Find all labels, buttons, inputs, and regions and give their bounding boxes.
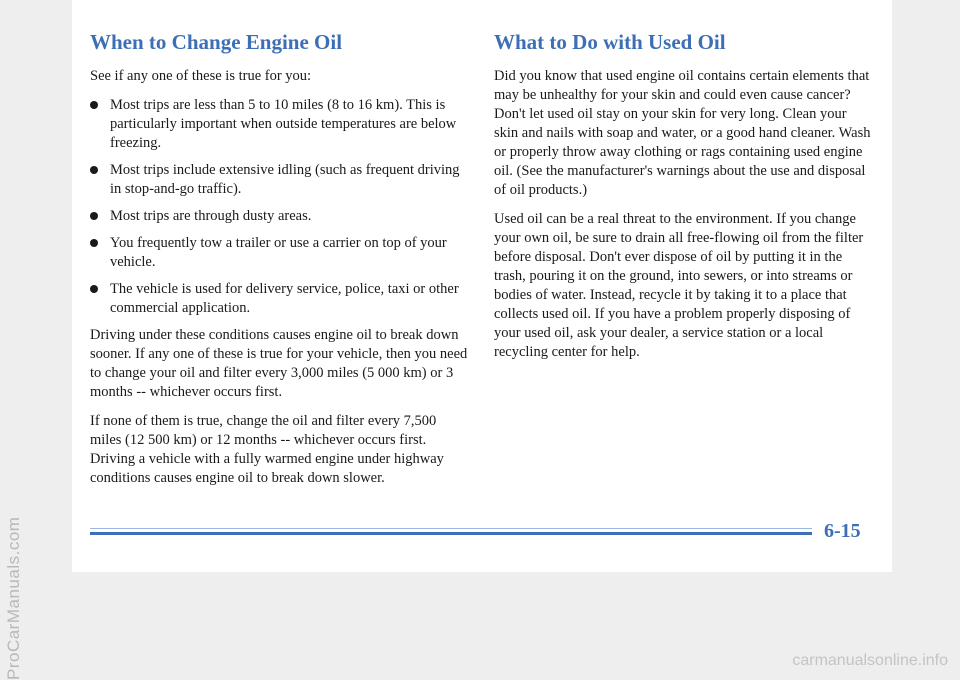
- conditions-list: [90, 96, 470, 318]
- list-item: The vehicle is used for delivery service, police, taxi or other commercial application.: [90, 280, 470, 318]
- heading-used-oil: What to Do with Used Oil: [494, 30, 726, 54]
- bullet-icon: [90, 101, 98, 109]
- manual-page: [72, 0, 892, 572]
- watermark-text: ProCarManuals.com: [4, 516, 23, 680]
- footer-site-text: carmanualsonline.info: [792, 652, 948, 669]
- list-item: You frequently tow a trailer or use a carrier on top of your vehicle.: [90, 234, 470, 272]
- intro-text: See if any one of these is true for you:: [90, 68, 312, 84]
- footer-rule-thick: [90, 532, 812, 535]
- severe-conditions-paragraph: Driving under these conditions causes engine oil to break down sooner. If any one of these is true for your vehicle, then you need to change your oil and filter every 3,000 miles (5 000 km) or 3 months -- whichever occurs first.: [90, 327, 468, 400]
- bullet-icon: [90, 239, 98, 247]
- list-item: Most trips are less than 5 to 10 miles (8 to 16 km). This is particularly important when outside temperatures are below freezing.: [90, 96, 470, 153]
- footer-rule-thin: [90, 528, 812, 529]
- list-item: Most trips include extensive idling (such as frequent driving in stop-and-go traffic).: [90, 161, 470, 199]
- health-warning-paragraph: Did you know that used engine oil contains certain elements that may be unhealthy for your skin and could even cause cancer? Don't let used oil stay on your skin for very long. Clean your skin and nails with soap and water, or a good hand cleaner. Wash or properly throw away clothing or rags containing used engine oil. (See the manufacturer's warnings about the use and disposal of oil products.): [494, 68, 871, 198]
- environment-paragraph: Used oil can be a real threat to the environment. If you change your own oil, be sure to drain all free-flowing oil from the filter before disposal. Don't ever dispose of oil by putting it in the trash, pouring it on the ground, into sewers, or into streams or bodies of water. Instead, recycle it by taking it to a place that collects used oil. If you have a problem properly disposing of your used oil, ask your dealer, a service station or a local recycling center for help.: [494, 211, 864, 360]
- page-number: 6-15: [824, 520, 861, 542]
- normal-conditions-paragraph: If none of them is true, change the oil and filter every 7,500 miles (12 500 km) or 12 months -- whichever occurs first. Driving a vehicle with a fully warmed engine under highway conditions causes engine oil to break down slower.: [90, 413, 444, 486]
- heading-when-to-change-oil: When to Change Engine Oil: [90, 30, 343, 54]
- left-column: [90, 30, 470, 498]
- bullet-icon: [90, 166, 98, 174]
- bullet-icon: [90, 285, 98, 293]
- list-item: Most trips are through dusty areas.: [90, 207, 470, 226]
- bullet-icon: [90, 212, 98, 220]
- right-column: [494, 30, 874, 372]
